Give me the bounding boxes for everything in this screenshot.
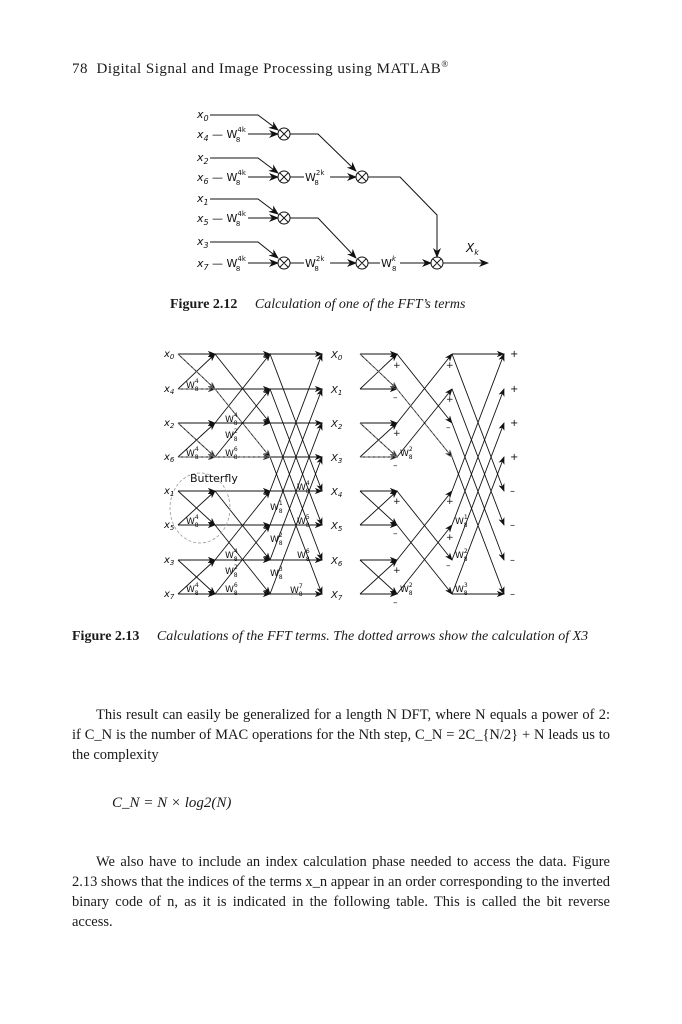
- svg-text:W48: $W^4$ 8: [186, 582, 199, 597]
- figure-2-13: [0, 330, 682, 644]
- figure-2-13-diagram: [0, 330, 682, 620]
- paragraph-text: This result can easily be generalized for a length N DFT, where N equals a power of 2: if C_N is the number of MAC operations for the Nth step, C_N = 2C_{N/2} + N leads us to the complexity: [72, 707, 610, 763]
- input-label: $x_2$: [164, 418, 175, 430]
- paragraph-2: [72, 852, 610, 932]
- output-label: $X_3$: [331, 453, 343, 465]
- output-label: $X_4$: [331, 487, 343, 499]
- svg-text:–: –: [393, 393, 398, 403]
- input-label: $x_0$: [197, 108, 209, 123]
- svg-text:W48: $W^4$ 8: [225, 548, 238, 563]
- input-label: $x_5$: [164, 520, 175, 532]
- figure-2-12-caption: [170, 297, 465, 313]
- svg-text:–: –: [393, 598, 398, 608]
- sign: –: [510, 555, 515, 566]
- paragraph-1: [72, 705, 610, 765]
- input-label: $x_0$: [164, 349, 175, 361]
- input-label: $x_1$: [197, 192, 209, 207]
- svg-text:W78: $W^7$ 8: [290, 583, 303, 598]
- butterfly-label: Butterfly: [190, 472, 238, 485]
- complexity-formula: C_N = N × log2(N): [112, 795, 232, 811]
- output-label: $X_2$: [331, 419, 343, 431]
- svg-text:W28: $W^2$ 8: [225, 428, 238, 443]
- twiddle-label: — $W^{4k}$ 8: [212, 255, 246, 273]
- svg-text:W48: $W^4$ 8: [186, 514, 199, 529]
- book-title: Digital Signal and Image Processing using MATLAB: [96, 61, 442, 77]
- edge: [290, 134, 356, 171]
- svg-text:W28: $W^2$ 8: [455, 548, 468, 563]
- sign: –: [510, 486, 515, 497]
- svg-text:+: +: [393, 429, 401, 439]
- caption-text: Calculation of one of the FFT’s terms: [254, 297, 466, 312]
- sign: +: [510, 452, 519, 463]
- figure-2-12-diagram: [0, 0, 682, 300]
- output-label: $X_0$: [331, 350, 343, 362]
- input-label: $x_4$: [197, 128, 209, 143]
- input-label: $x_5$: [197, 212, 209, 227]
- input-label: $x_6$: [164, 452, 175, 464]
- input-label: $x_3$: [164, 555, 175, 567]
- figure-label: Figure 2.13: [72, 629, 140, 644]
- svg-text:W48: $W^4$ 8: [297, 480, 310, 495]
- svg-text:+: +: [393, 497, 401, 507]
- edge: [290, 218, 356, 258]
- input-label: $x_3$: [197, 235, 209, 250]
- svg-text:W28: $W^2$ 8: [400, 582, 413, 597]
- twiddle-label: $W^{2k}$ 8: [305, 255, 325, 273]
- svg-text:+: +: [393, 361, 401, 371]
- twiddle-label: — $W^{4k}$ 8: [212, 169, 246, 187]
- output-label: $X_k$: [466, 241, 479, 257]
- svg-text:W28: $W^2$ 8: [400, 446, 413, 461]
- svg-text:W68: $W^6$ 8: [225, 582, 238, 597]
- edge: [368, 177, 437, 257]
- svg-text:W58: $W^5$ 8: [297, 514, 310, 529]
- output-label: $X_6$: [331, 556, 343, 568]
- input-label: $x_6$: [197, 171, 209, 186]
- twiddle-label: — $W^{4k}$ 8: [212, 210, 246, 228]
- svg-text:–: –: [446, 423, 451, 433]
- input-label: $x_7$: [197, 257, 209, 272]
- svg-text:W68: $W^6$ 8: [297, 548, 310, 563]
- svg-text:–: –: [393, 461, 398, 471]
- svg-text:–: –: [446, 561, 451, 571]
- twiddle-label: $W^{2k}$ 8: [305, 169, 325, 187]
- sign: –: [510, 589, 515, 600]
- caption-text: Calculations of the FFT terms. The dotted arrows show the calculation of X3: [156, 629, 589, 644]
- input-label: $x_2$: [197, 151, 209, 166]
- svg-text:W28: $W^2$ 8: [225, 564, 238, 579]
- input-label: $x_7$: [164, 589, 175, 601]
- input-label: $x_1$: [164, 486, 175, 498]
- paragraph-text: We also have to include an index calculation phase needed to access the data. Figure 2.13 shows that the indices of the terms x_n appear in an order corresponding to the inverted binary code of n, as it is indicated in the following table. This is called the bit reverse access.: [72, 854, 610, 930]
- output-label: $X_7$: [331, 590, 343, 602]
- twiddle-label: — $W^{4k}$ 8: [212, 126, 246, 144]
- svg-text:W28: $W^2$ 8: [270, 532, 283, 547]
- figure-label: Figure 2.12: [170, 297, 238, 312]
- figure-2-13-caption: [72, 628, 612, 646]
- output-label: $X_1$: [331, 385, 343, 397]
- sign: –: [510, 520, 515, 531]
- svg-text:+: +: [446, 361, 454, 371]
- svg-text:W38: $W^3$ 8: [270, 566, 283, 581]
- svg-text:+: +: [393, 566, 401, 576]
- page-number: 78: [72, 61, 88, 77]
- svg-text:+: +: [446, 395, 454, 405]
- figure-2-12: [0, 0, 682, 312]
- svg-text:W38: $W^3$ 8: [455, 582, 468, 597]
- registered-mark: ®: [441, 59, 449, 69]
- svg-text:W18: $W^1$ 8: [455, 514, 468, 529]
- svg-text:W68: $W^6$ 8: [225, 446, 238, 461]
- svg-text:+: +: [446, 533, 454, 543]
- svg-text:W48: $W^4$ 8: [186, 378, 199, 393]
- output-label: $X_5$: [331, 521, 343, 533]
- svg-text:–: –: [393, 529, 398, 539]
- sign: +: [510, 384, 519, 395]
- sign: +: [510, 349, 519, 360]
- input-label: $x_4$: [164, 384, 175, 396]
- svg-text:W48: $W^4$ 8: [225, 412, 238, 427]
- svg-text:+: +: [446, 497, 454, 507]
- twiddle-label: $W^k$ 8: [381, 255, 397, 273]
- svg-text:W18: $W^1$ 8: [270, 500, 283, 515]
- sign: +: [510, 418, 519, 429]
- svg-text:W48: $W^4$ 8: [186, 446, 199, 461]
